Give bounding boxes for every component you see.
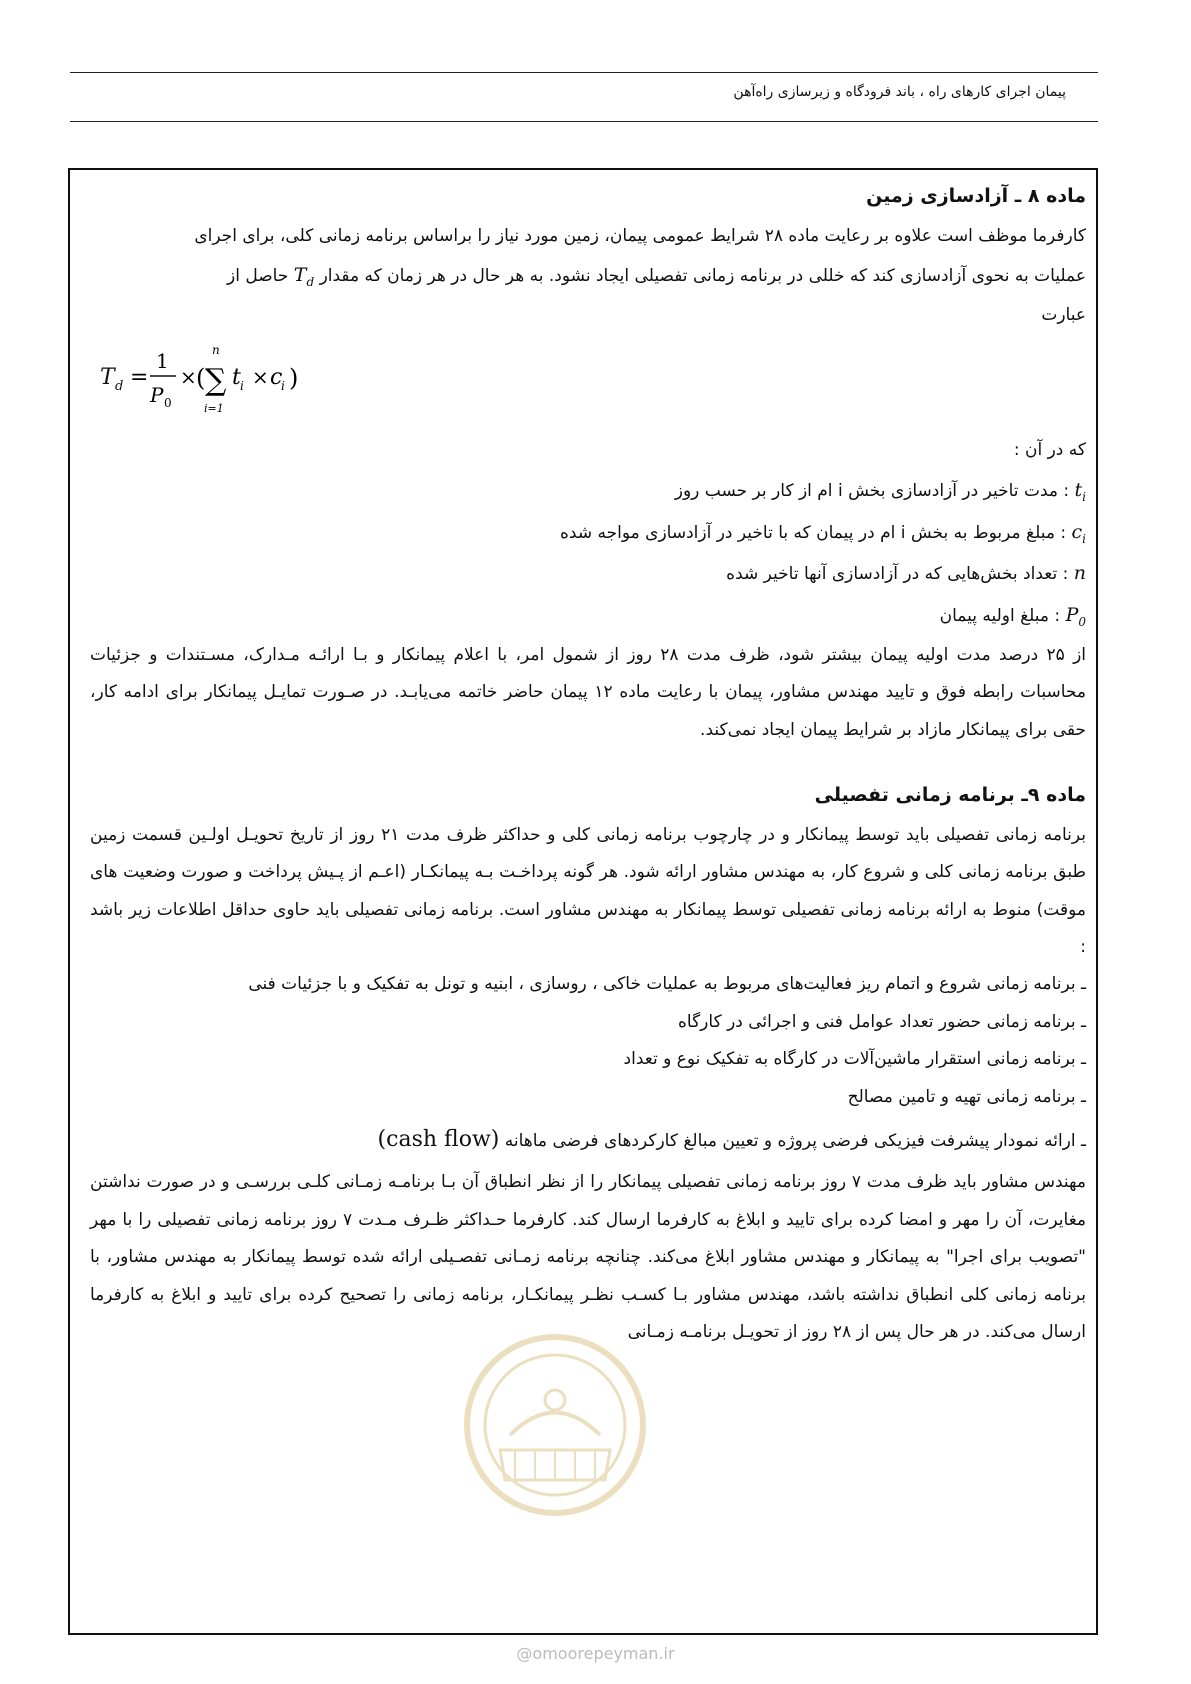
- article9-para2: مهندس مشاور باید ظرف مدت ۷ روز برنامه زمانی تفصیلی پیمانکار را از نظر انطباق آن بـا برنامـه زمـانی کلـی بررسـی و در صورت نداشتن مغایرت، آن را مهر و امضا کرده برای تایید و ابلاغ به کارفرما ارسال کند. کارفرما حـداکثر ظـرف مـدت ۷ روز برنامه زمانی تفصیلی را با مهر "تصویب برای اجرا" به پیمانکار و مهندس مشاور ابلاغ می‌کند. چنانچه برنامه زمـانی تفصـیلی ارائه شده توسط پیمانکار به مهندس مشاور، با برنامه زمانی کلی انطباق نداشته باشد، مهندس مشاور بـا کسـب نظـر پیمانکـار، برنامه زمانی را تصحیح کرده برای تایید و ابلاغ به کارفرما ارسال می‌کند. در هر حال پس از ۲۸ روز از تحویـل برنامـه زمـانی: [90, 1172, 1086, 1342]
- article9-para1: برنامه زمانی تفصیلی باید توسط پیمانکار و در چارچوب برنامه زمانی کلی و حداکثر ظرف مدت ۲۱ روز از تاریخ تحویـل اولـین قسمت زمین طبق برنامه زمانی کلی و شروع کار، به مهندس مشاور ارائه شود. هر گونه پرداخـت بـه پیمانکـار (اعـم از پـیش پرداخت و صورت وضعیت های موقت) منوط به ارائه برنامه زمانی تفصیلی توسط پیمانکار به مهندس مشاور است. برنامه زمانی تفصیلی باید حاوی حداقل اطلاعات زیر باشد :: [90, 824, 1086, 958]
- formula-den-sub: 0: [164, 396, 172, 411]
- var-desc: : مبلغ مربوط به بخش i ام در پیمان که با تاخیر در آزادسازی مواجه شده: [560, 522, 1067, 543]
- header-rule-bottom: [70, 121, 1098, 122]
- bullet-text: ـ ارائه نمودار پیشرفت فیزیکی فرضی پروژه و تعیین مبالغ کارکردهای فرضی ماهانه: [504, 1131, 1086, 1152]
- td-symbol: $T_d$: [293, 264, 315, 289]
- formula-sigma-bottom: i=1: [204, 402, 224, 416]
- formula-lhs: T: [100, 365, 115, 391]
- formula-t: t: [232, 365, 241, 391]
- bullet-item: ـ برنامه زمانی تهیه و تامین مصالح: [847, 1086, 1086, 1107]
- var-desc: : مبلغ اولیه پیمان: [939, 606, 1061, 627]
- var-desc: : تعداد بخش‌هایی که در آزادسازی آنها تاخیر شده: [726, 564, 1069, 585]
- var-line-ti: [90, 470, 1086, 512]
- article8-para1-line2a: عملیات به نحوی آزادسازی کند که خللی در برنامه زمانی تفصیلی ایجاد نشود. به هر حال در هر زمان که مقدار: [319, 266, 1086, 287]
- formula-c: c: [270, 365, 283, 391]
- formula-sigma-top: n: [212, 343, 220, 358]
- var-symbol: $t_i$: [1074, 478, 1086, 504]
- var-symbol: $P_0$: [1065, 604, 1086, 629]
- formula-sigma: ∑: [205, 363, 227, 399]
- var-desc: : مدت تاخیر در آزادسازی بخش i ام از کار بر حسب روز: [674, 480, 1070, 501]
- article8-title: ماده ۸ ـ آزادسازی زمین: [866, 185, 1086, 207]
- header-rule-top: [70, 72, 1098, 73]
- watermark-seal-logo: [455, 1330, 655, 1520]
- var-symbol: n: [1073, 562, 1086, 585]
- bullet-item: ـ برنامه زمانی شروع و اتمام ریز فعالیت‌های مربوط به عملیات خاکی ، روسازی ، ابنیه و تونل به تفکیک و با جزئیات فنی: [248, 974, 1086, 995]
- var-line-ci: [90, 512, 1086, 554]
- bullet-item-cashflow: [90, 1116, 1086, 1164]
- footer-watermark: @omoorepeyman.ir: [516, 1644, 675, 1663]
- formula-lhs-sub: d: [115, 379, 124, 395]
- article9-title: ماده ۹ـ برنامه زمانی تفصیلی: [814, 784, 1086, 807]
- article8-para2: از ۲۵ درصد مدت اولیه پیمان بیشتر شود، ظرف مدت ۲۸ روز از شمول امر، با اعلام پیمانکار و بـا ارائـه مـدارک، مسـتندات و جزئیات محاسبات رابطه فوق و تایید مهندس مشاور، پیمان با رعایت ماده ۱۲ پیمان حاضر خاتمه می‌یابـد. در صـورت تمایـل پیمانکار برای ادامه کار، حقی برای پیمانکار مازاد بر شرایط پیمان ایجاد نمی‌کند.: [90, 644, 1087, 740]
- article8-where: که در آن :: [1013, 440, 1086, 461]
- formula-close: ): [289, 364, 299, 393]
- article8-para1-line3: عبارت: [1041, 304, 1086, 325]
- formula-open: (: [196, 364, 206, 393]
- formula-c-sub: i: [281, 379, 285, 394]
- formula-times2: ×: [252, 365, 269, 390]
- article8-para1: [90, 218, 1086, 335]
- td-formula-svg: [100, 340, 360, 424]
- formula-den: P: [150, 383, 164, 408]
- var-line-n: [90, 553, 1086, 595]
- var-symbol: $c_i$: [1071, 520, 1086, 546]
- formula-num: 1: [156, 349, 169, 374]
- td-formula: [90, 340, 1086, 424]
- bullet-item: ـ برنامه زمانی حضور تعداد عوامل فنی و اجرائی در کارگاه: [678, 1011, 1086, 1032]
- content-body: [90, 176, 1086, 1351]
- formula-eq: =: [130, 365, 149, 391]
- formula-times: ×: [180, 365, 197, 390]
- article8-para1-line2b: حاصل از: [227, 266, 289, 287]
- article8-para1-line1: کارفرما موظف است علاوه بر رعایت ماده ۲۸ شرایط عمومی پیمان، زمین مورد نیاز را براساس برنامه زمانی کلی، برای اجرای: [194, 225, 1086, 246]
- var-line-p0: [90, 595, 1086, 637]
- cash-flow-term: (cash flow): [377, 1127, 500, 1153]
- bullet-item: ـ برنامه زمانی استقرار ماشین‌آلات در کارگاه به تفکیک نوع و تعداد: [623, 1049, 1086, 1070]
- formula-t-sub: i: [240, 379, 244, 394]
- running-header: پیمان اجرای کارهای راه ، باند فرودگاه و زیرسازی راه‌آهن: [733, 84, 1066, 100]
